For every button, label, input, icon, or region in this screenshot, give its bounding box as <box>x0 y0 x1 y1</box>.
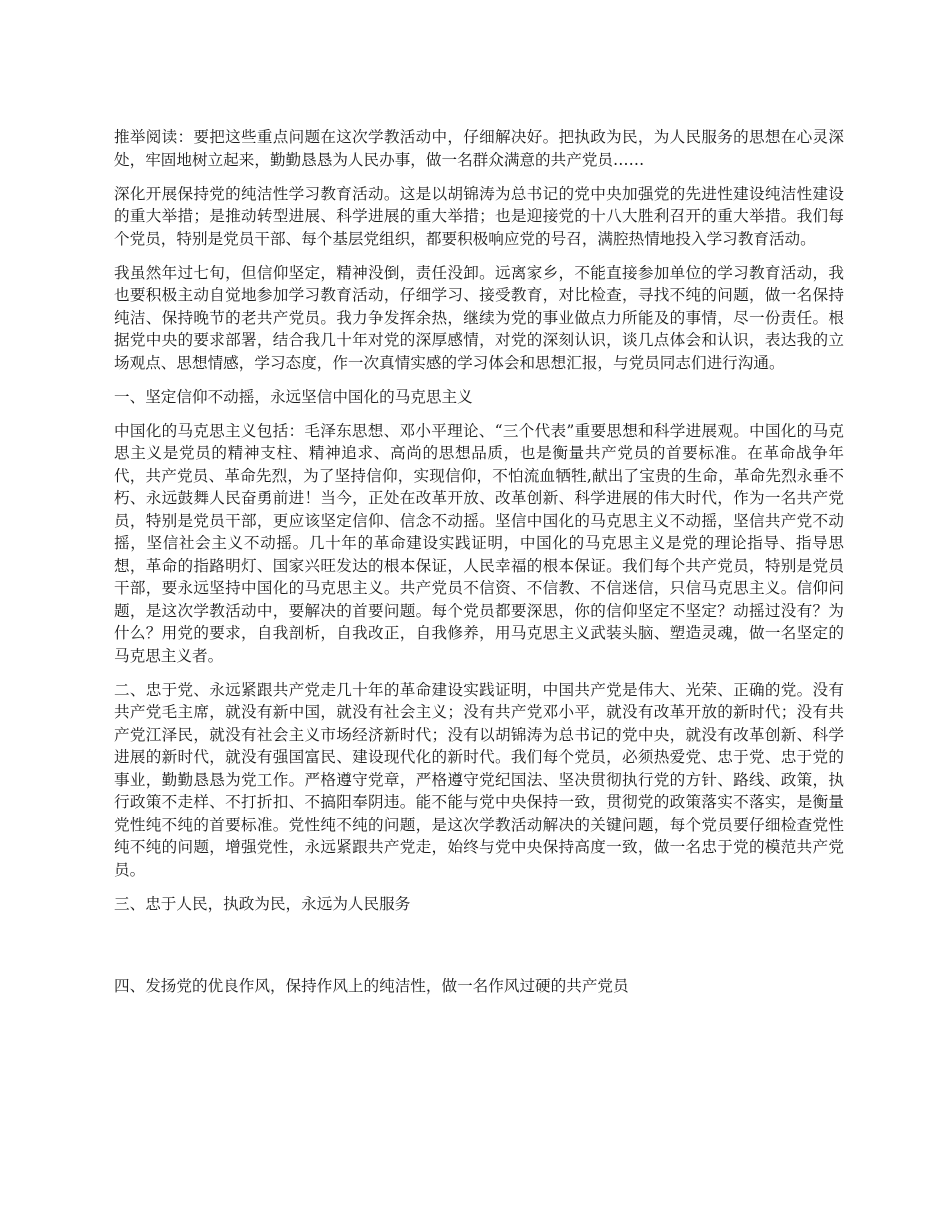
section-paragraph-2: 二、忠于党、永远紧跟共产党走几十年的革命建设实践证明，中国共产党是伟大、光荣、正确的党。没有共产党毛主席，就没有新中国，就没有社会主义；没有共产党邓小平，就没有改革开放的新时代；没有共产党江泽民，就没有社会主义市场经济新时代；没有以胡锦涛为总书记的党中央，就没有改革创新、科学进展的新时代，就没有强国富民、建设现代化的新时代。我们每个党员，必须热爱党、忠于党、忠于党的事业，勤勤恳恳为党工作。严格遵守党章，严格遵守党纪国法、坚决贯彻执行党的方针、路线、政策，执行政策不走样、不打折扣、不搞阳奉阴违。能不能与党中央保持一致，贯彻党的政策落实不落实，是衡量党性纯不纯的首要标准。党性纯不纯的问题，是这次学教活动解决的关键问题，每个党员要仔细检查党性纯不纯的问题，增强党性，永远紧跟共产党走，始终与党中央保持高度一致，做一名忠于党的模范共产党员。 <box>114 680 844 879</box>
body-paragraph: 中国化的马克思主义包括：毛泽东思想、邓小平理论、“三个代表”重要思想和科学进展观。中国化的马克思主义是党员的精神支柱、精神追求、高尚的思想品质，也是衡量共产党员的首要标准。在革命战争年代，共产党员、革命先烈，为了坚持信仰，实现信仰，不怕流血牺牲,献出了宝贵的生命，革命先烈永垂不朽、永远鼓舞人民奋勇前进！当今，正处在改革开放、改革创新、科学进展的伟大时代，作为一名共产党员，特别是党员干部，更应该坚定信仰、信念不动摇。坚信中国化的马克思主义不动摇，坚信共产党不动摇，坚信社会主义不动摇。几十年的革命建设实践证明，中国化的马克思主义是党的理论指导、指导思想，革命的指路明灯、国家兴旺发达的根本保证，人民幸福的根本保证。我们每个共产党员，特别是党员干部，要永远坚持中国化的马克思主义。共产党员不信资、不信教、不信迷信，只信马克思主义。信仰问题，是这次学教活动中，要解决的首要问题。每个党员都要深思，你的信仰坚定不坚定？动摇过没有？为什么？用党的要求，自我剖析，自我改正，自我修养，用马克思主义武装头脑、塑造灵魂，做一名坚定的马克思主义者。 <box>114 421 844 665</box>
section-heading-1: 一、坚定信仰不动摇，永远坚信中国化的马克思主义 <box>114 387 473 406</box>
section-heading-3: 三、忠于人民，执政为民，永远为人民服务 <box>114 894 411 913</box>
body-paragraph: 我虽然年过七旬，但信仰坚定，精神没倒，责任没卸。远离家乡，不能直接参加单位的学习教育活动，我也要积极主动自觉地参加学习教育活动，仔细学习、接受教育，对比检查，寻找不纯的问题，做一名保持纯洁、保持晚节的老共产党员。我力争发挥余热，继续为党的事业做点力所能及的事情，尽一份责任。根据党中央的要求部署，结合我几十年对党的深厚感情，对党的深刻认识，谈几点体会和认识，表达我的立场观点、思想情感，学习态度，作一次真情实感的学习体会和思想汇报，与党员同志们进行沟通。 <box>114 263 844 372</box>
document-body <box>114 126 844 1009</box>
section-heading-4: 四、发扬党的优良作风，保持作风上的纯洁性，做一名作风过硬的共产党员 <box>114 976 629 995</box>
intro-paragraph: 推举阅读：要把这些重点问题在这次学教活动中，仔细解决好。把执政为民，为人民服务的思想在心灵深处，牢固地树立起来，勤勤恳恳为人民办事，做一名群众满意的共产党员…… <box>114 128 844 169</box>
blank-spacer <box>114 927 844 975</box>
body-paragraph: 深化开展保持党的纯洁性学习教育活动。这是以胡锦涛为总书记的党中央加强党的先进性建设纯洁性建设的重大举措；是推动转型进展、科学进展的重大举措；也是迎接党的十八大胜利召开的重大举措。我们每个党员，特别是党员干部、每个基层党组织，都要积极响应党的号召，满腔热情地投入学习教育活动。 <box>114 184 844 248</box>
